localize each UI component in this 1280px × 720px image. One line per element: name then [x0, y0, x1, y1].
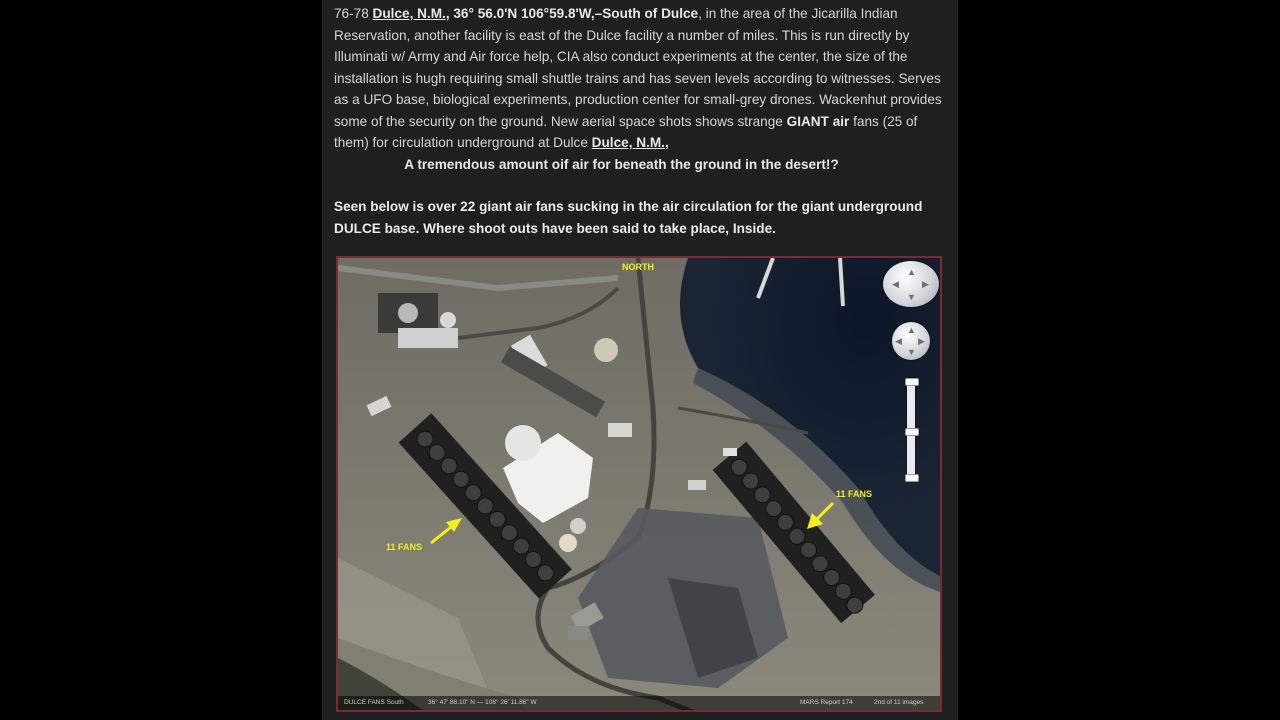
aerial-photo [338, 258, 942, 712]
north-label: NORTH [622, 262, 654, 272]
map-footer-report: MARS Report 174 [800, 699, 853, 706]
article-body-2: fans (25 of them) for circulation underground at Dulce [334, 113, 918, 150]
pan-right-icon[interactable]: ▶ [922, 279, 929, 289]
pan-control[interactable] [883, 261, 939, 307]
pan-left-icon[interactable]: ◀ [892, 279, 899, 289]
place-link-dulce-2[interactable]: Dulce, N.M. [591, 135, 665, 150]
giant-text: GIANT air [786, 113, 850, 129]
caption-paragraph: Seen below is over 22 giant air fans sucking in the air circulation for the giant underground DULCE base. Where shoot outs have been said to take place, Inside. [334, 199, 923, 236]
fans-label-left: 11 FANS [386, 542, 423, 552]
closing-line: A tremendous amount oif air for beneath the ground in the desert!? [404, 156, 839, 172]
article-panel [322, 0, 958, 720]
zoom-slider[interactable] [907, 378, 915, 482]
aerial-map-image[interactable] [336, 256, 942, 712]
article-prefix: 76-78 [334, 6, 373, 21]
map-footer-count: 2nd of 11 images [874, 699, 924, 706]
map-footer-title: DULCE FANS South [344, 699, 404, 706]
comma-text: , [664, 135, 669, 150]
rotate-control[interactable] [892, 322, 930, 360]
article-paragraph [334, 3, 949, 175]
map-footer [338, 696, 940, 710]
pan-up-icon[interactable]: ▲ [907, 267, 916, 277]
fans-label-right: 11 FANS [836, 489, 873, 499]
coordinates-text: , 36° 56.0'N 106°59.8'W,–South of Dulce [445, 6, 699, 21]
zoom-in-icon[interactable] [905, 378, 919, 386]
map-footer-coords: 36° 47' 88.10" N — 108° 26' 11.86" W [428, 699, 537, 706]
rotate-left-icon[interactable]: ◀ [895, 336, 902, 346]
zoom-handle[interactable] [905, 428, 919, 436]
rotate-up-icon[interactable]: ▲ [907, 325, 916, 335]
pan-down-icon[interactable]: ▼ [907, 292, 916, 302]
rotate-down-icon[interactable]: ▼ [907, 347, 916, 357]
rotate-right-icon[interactable]: ▶ [918, 336, 925, 346]
place-link-dulce[interactable]: Dulce, N.M. [372, 6, 446, 21]
article-body: , in the area of the Jicarilla Indian Reservation, another facility is east of the Dulce facility a number of miles. This is run directly by Illuminati w/ Army and Air force help, CIA also conduct experiments at the center, the size of the installation is hugh requiring small shuttle trains and has seven levels according to witnesses. Serves as a UFO base, biological experiments, production center for small-grey drones. Wackenhut provides some of the security on the ground. New aerial space shots shows strange [334, 6, 942, 129]
zoom-out-icon[interactable] [905, 474, 919, 482]
